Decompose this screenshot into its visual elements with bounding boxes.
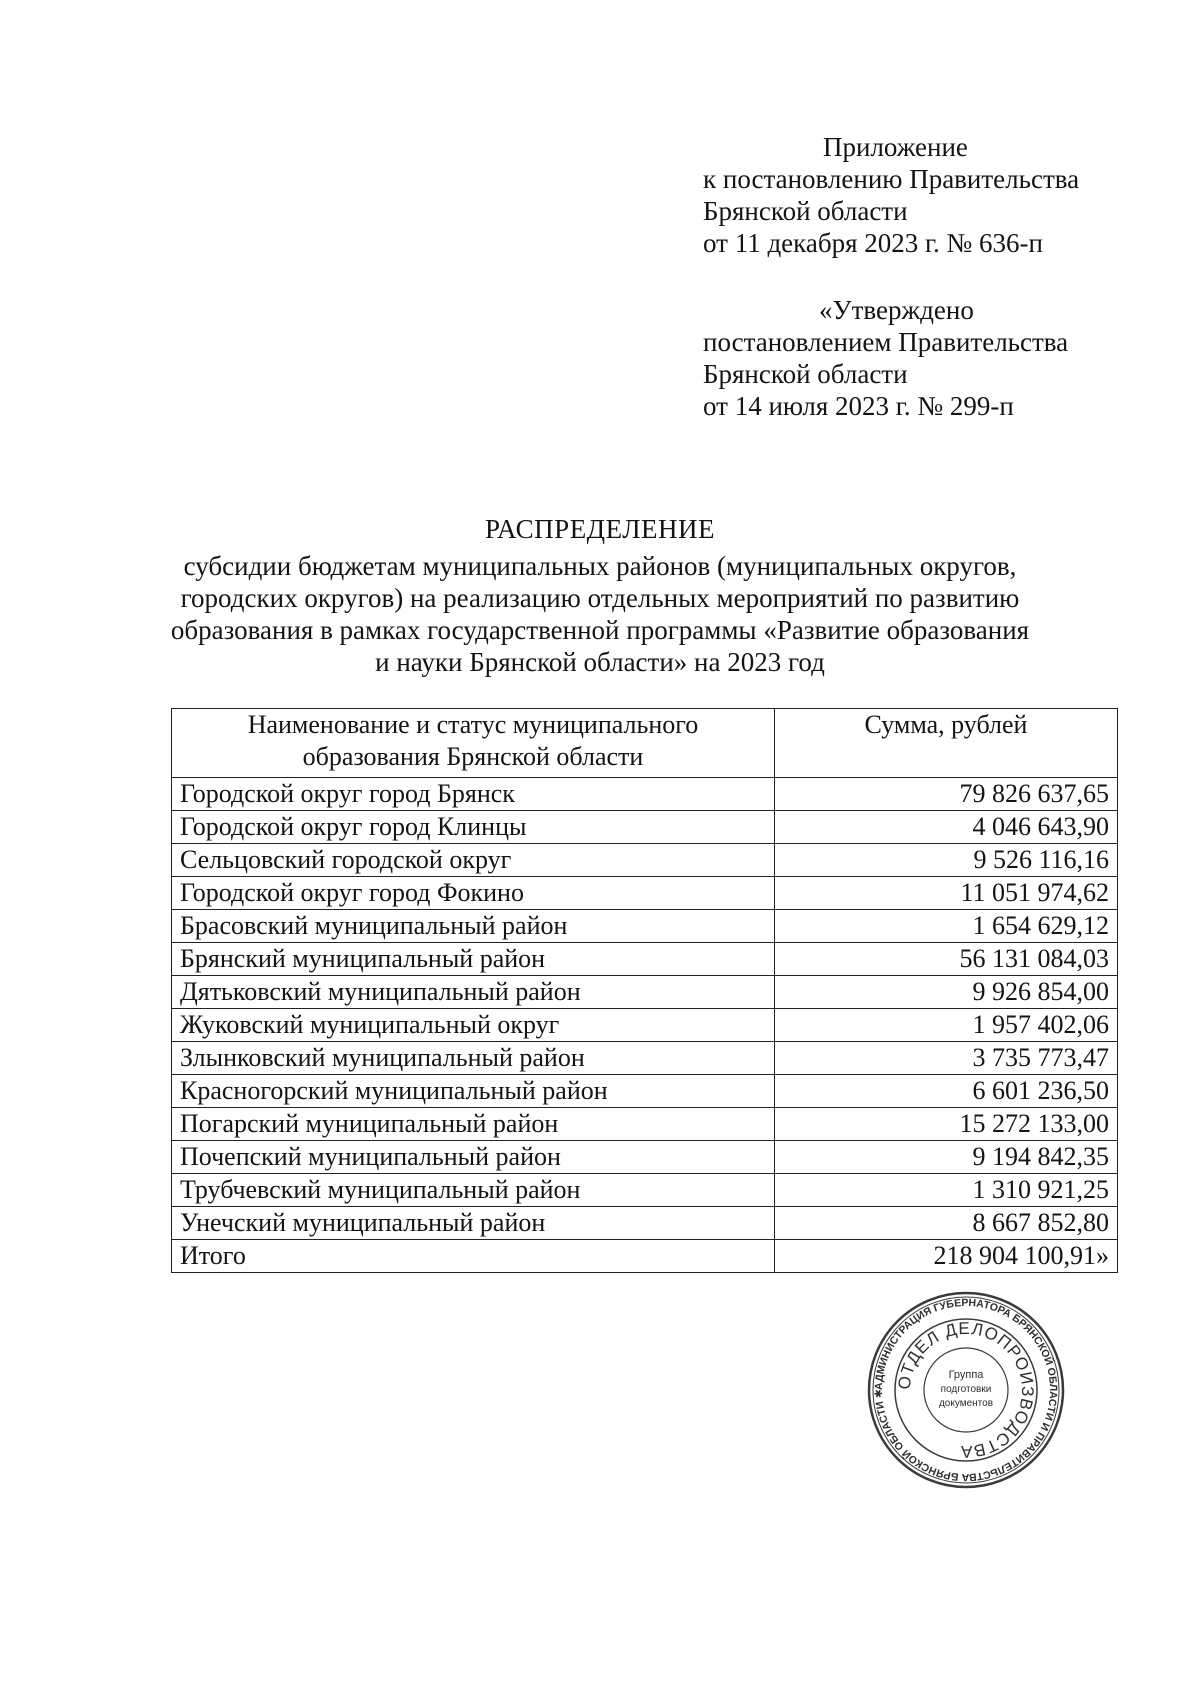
document-subtitle [150,550,1050,678]
total-row [172,1240,1118,1273]
seal-center-line: Группа [948,1369,984,1381]
table-row [172,1042,1118,1075]
amount: 1 957 402,06 [775,1009,1118,1042]
table-row [172,877,1118,910]
amount: 6 601 236,50 [775,1075,1118,1108]
appendix-resolution-ref: к постановлению Правительства [703,164,1080,194]
total-amount: 218 904 100,91» [775,1240,1118,1273]
amount: 9 526 116,16 [775,844,1118,877]
table-row [172,1009,1118,1042]
column-header-name-line: Наименование и статус муниципального [247,710,699,739]
amount: 9 926 854,00 [775,976,1118,1009]
municipality-name: Городской округ город Брянск [172,778,775,811]
appendix-heading: Приложение [823,132,968,162]
subtitle-line: субсидии бюджетам муниципальных районов (муниципальных округов, [183,551,1017,581]
amount: 1 310 921,25 [775,1174,1118,1207]
approved-date-number: от 14 июля 2023 г. № 299-п [703,391,1014,421]
municipality-name: Погарский муниципальный район [172,1108,775,1141]
approved-heading: «Утверждено [819,295,974,325]
amount: 11 051 974,62 [775,877,1118,910]
municipality-name: Жуковский муниципальный округ [172,1009,775,1042]
table-row [172,976,1118,1009]
seal-center-line: подготовки [940,1384,992,1395]
amount: 9 194 842,35 [775,1141,1118,1174]
municipality-name: Красногорский муниципальный район [172,1075,775,1108]
amount: 79 826 637,65 [775,778,1118,811]
column-header-sum: Сумма, рублей [775,709,1118,778]
amount: 15 272 133,00 [775,1108,1118,1141]
seal-center-line: документов [938,1398,994,1409]
municipality-name: Брасовский муниципальный район [172,910,775,943]
amount: 8 667 852,80 [775,1207,1118,1240]
table-row [172,778,1118,811]
amount: 4 046 643,90 [775,811,1118,844]
table-row [172,1108,1118,1141]
municipality-name: Дятьковский муниципальный район [172,976,775,1009]
document-title: РАСПРЕДЕЛЕНИЕ [484,514,716,544]
municipality-name: Трубчевский муниципальный район [172,1174,775,1207]
table-row [172,1174,1118,1207]
seal-outer-text: АДМИНИСТРАЦИЯ ГУБЕРНАТОРА БРЯНСКОЙ ОБЛАСТИ И ПРАВИТЕЛЬСТВА БРЯНСКОЙ ОБЛАСТИ ✱ [872,1296,1060,1484]
amount: 1 654 629,12 [775,910,1118,943]
municipality-name: Злынковский муниципальный район [172,1042,775,1075]
subtitle-line: и науки Брянской области» на 2023 год [375,647,825,677]
appendix-region: Брянской области [703,196,908,226]
table-row [172,1207,1118,1240]
subtitle-line: образования в рамках государственной программы «Развитие образования [170,615,1030,645]
column-header-name [172,709,775,778]
appendix-block [703,131,1079,259]
official-seal [866,1290,1066,1490]
subtitle-line: городских округов) на реализацию отдельных мероприятий по развитию [180,583,1020,613]
table-row [172,943,1118,976]
municipality-name: Городской округ город Фокино [172,877,775,910]
table-row [172,910,1118,943]
appendix-date-number: от 11 декабря 2023 г. № 636-п [703,228,1043,258]
seal-ring-text: ОТДЕЛ ДЕЛОПРОИЗВОДСТВА [894,1318,1038,1462]
table-row [172,1141,1118,1174]
table-row [172,844,1118,877]
municipality-name: Почепский муниципальный район [172,1141,775,1174]
amount: 56 131 084,03 [775,943,1118,976]
table-row [172,811,1118,844]
column-header-name-line: образования Брянской области [302,742,644,771]
municipality-name: Брянский муниципальный район [172,943,775,976]
table-row [172,1075,1118,1108]
table-header-row [172,709,1118,778]
municipality-name: Унечский муниципальный район [172,1207,775,1240]
amount: 3 735 773,47 [775,1042,1118,1075]
approved-resolution-ref: постановлением Правительства [703,327,1069,357]
approved-block [703,294,1068,422]
distribution-table [171,708,1118,1273]
municipality-name: Городской округ город Клинцы [172,811,775,844]
total-label: Итого [172,1240,775,1273]
approved-region: Брянской области [703,359,908,389]
municipality-name: Сельцовский городской округ [172,844,775,877]
